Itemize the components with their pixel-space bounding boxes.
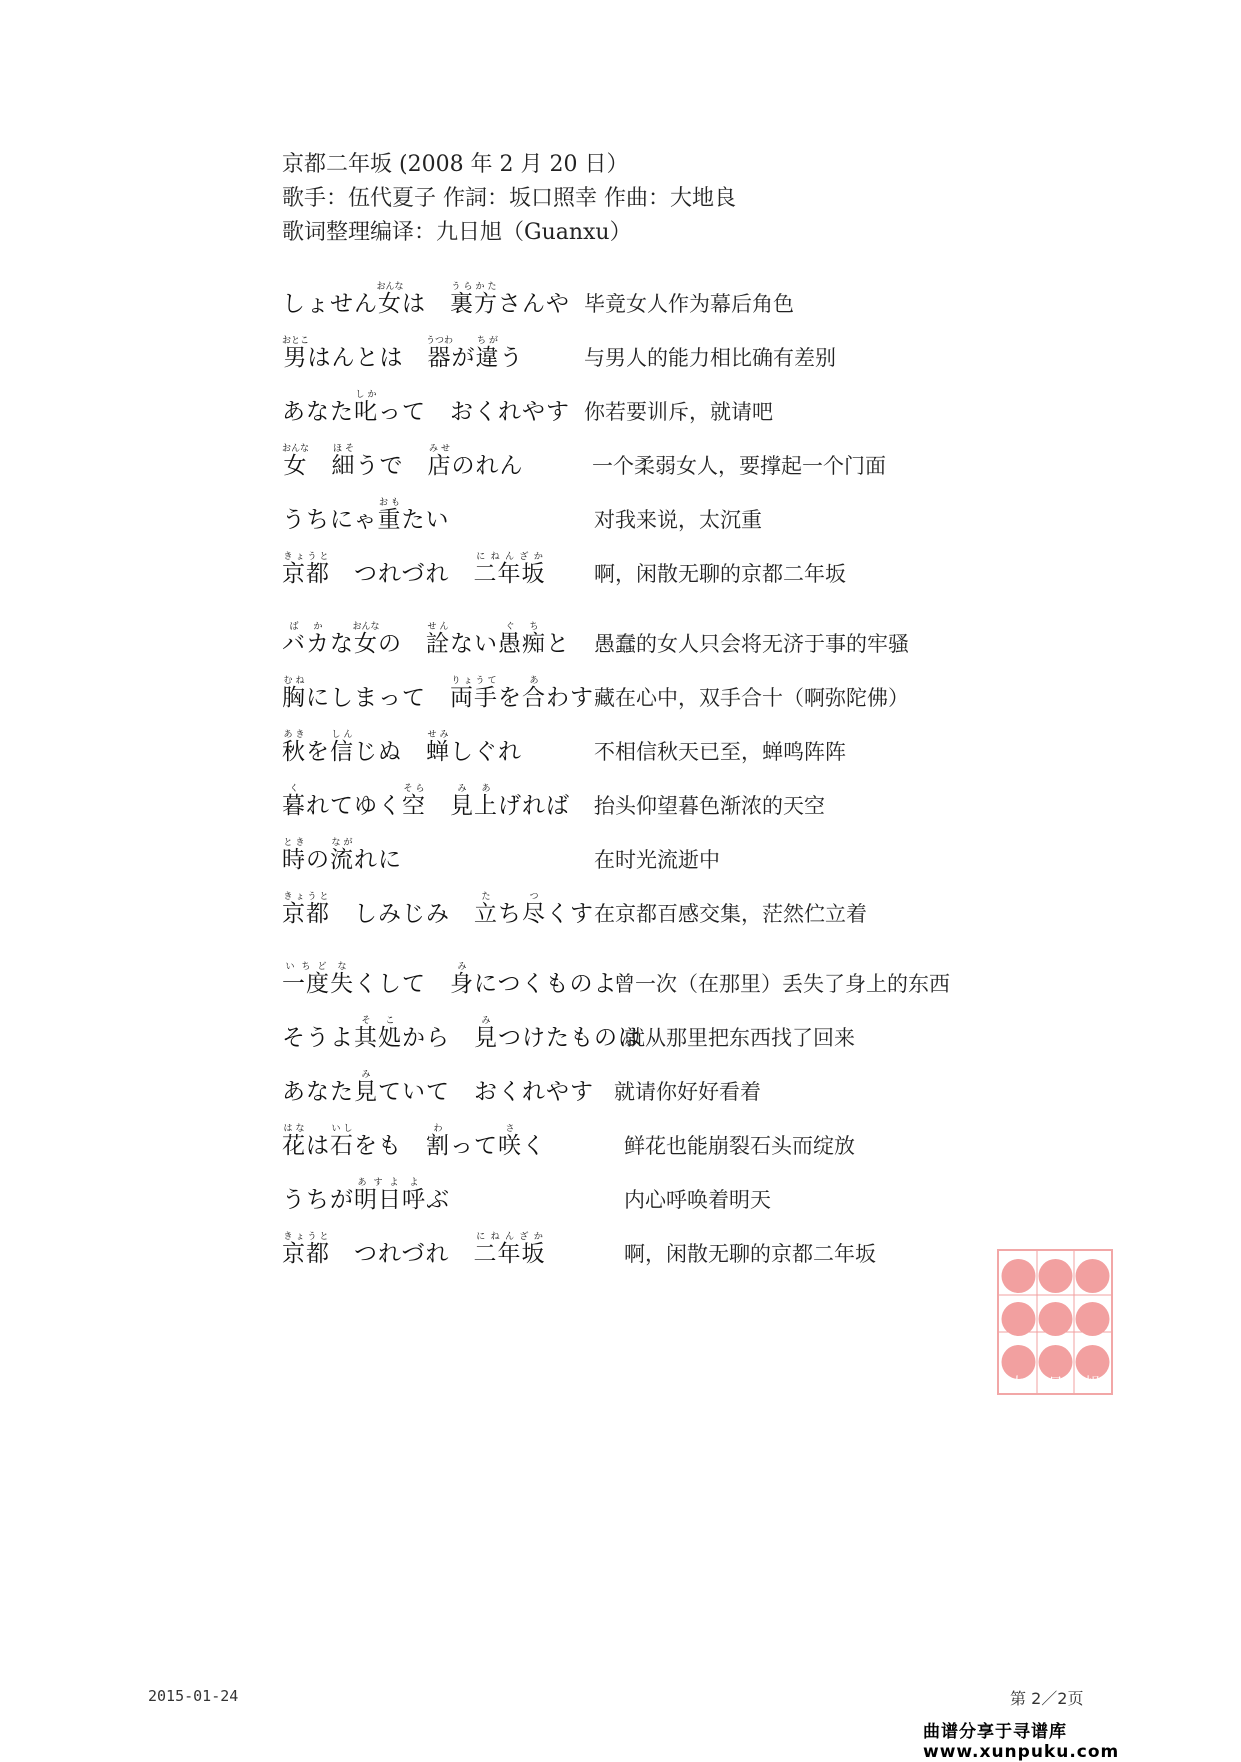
seal-character: 日 [1047, 1374, 1064, 1392]
song-credits: 歌手：伍代夏子 作詞：坂口照幸 作曲：大地良 [282, 186, 736, 211]
furigana-word: 尽つ [522, 892, 546, 927]
lyric-line [282, 668, 1062, 722]
chinese-translation: 内心呼唤着明天 [624, 1188, 771, 1212]
furigana-word: 叱しか [354, 390, 378, 425]
furigana-word: 蝉せみ [426, 730, 450, 765]
lyric-line [282, 1170, 1062, 1224]
lyric-line [282, 1008, 1062, 1062]
seal-stamp [997, 1249, 1113, 1395]
japanese-lyric: バカばかな女おんなの 詮せんない愚痴ぐちと [282, 622, 570, 657]
japanese-lyric: あなた見みていて おくれやす [282, 1070, 594, 1105]
furigana-word: 京都きょうと [282, 892, 330, 927]
furigana-word: 秋あき [282, 730, 306, 765]
furigana-word: 女おんな [376, 282, 404, 317]
furigana-word: 信しん [330, 730, 354, 765]
furigana-word: 咲さ [498, 1124, 522, 1159]
furigana-word: バカばか [282, 622, 330, 657]
furigana-word: 違ちが [475, 336, 500, 371]
japanese-lyric: そうよ其処そこから 見みつけたものは [282, 1016, 642, 1051]
japanese-lyric: 秋あきを信しんじぬ 蝉せみしぐれ [282, 730, 522, 765]
lyric-line [282, 954, 1062, 1008]
chinese-translation: 就从那里把东西找了回来 [624, 1026, 855, 1050]
furigana-word: 明日あすよ [354, 1178, 402, 1213]
furigana-word: 割わ [426, 1124, 450, 1159]
furigana-word: 二年坂にねんざか [473, 552, 546, 587]
japanese-lyric: しょせん女おんなは 裏方うらかたさんや [282, 282, 570, 317]
seal-character: 九 [1010, 1374, 1027, 1392]
japanese-lyric: 一度いちど失なくして 身みにつくものよ [282, 962, 618, 997]
lyric-line [282, 830, 1062, 884]
furigana-word: 裏方うらかた [450, 282, 498, 317]
furigana-word: 京都きょうと [282, 552, 330, 587]
chinese-translation: 藏在心中，双手合十（啊弥陀佛） [594, 686, 909, 710]
chinese-translation: 在时光流逝中 [594, 848, 720, 872]
furigana-word: 胸むね [282, 676, 306, 711]
chinese-translation: 曾一次（在那里）丢失了身上的东西 [614, 972, 950, 996]
furigana-word: 見み [474, 1016, 498, 1051]
lyric-line [282, 274, 1062, 328]
japanese-lyric: 京都きょうと つれづれ 二年坂にねんざか [282, 552, 546, 587]
lyric-line [282, 722, 1062, 776]
lyric-line [282, 1224, 1062, 1278]
chinese-translation: 啊，闲散无聊的京都二年坂 [594, 562, 846, 586]
furigana-word: 愚痴ぐち [498, 622, 546, 657]
stanza-1 [282, 274, 1062, 598]
furigana-word: 立た [474, 892, 498, 927]
furigana-word: 空そら [402, 784, 426, 819]
chinese-translation: 对我来说，太沉重 [594, 508, 762, 532]
furigana-word: 女おんな [352, 622, 380, 657]
japanese-lyric: 時ときの流ながれに [282, 838, 402, 873]
chinese-translation: 啊，闲散无聊的京都二年坂 [624, 1242, 876, 1266]
furigana-word: 一度いちど [282, 962, 330, 997]
stanza-2 [282, 614, 1062, 938]
furigana-word: 其処そこ [354, 1016, 402, 1051]
japanese-lyric: うちにゃ重おもたい [282, 498, 450, 533]
seal-character: 旭 [1084, 1374, 1101, 1392]
japanese-lyric: あなた叱しかって おくれやす [282, 390, 570, 425]
chinese-translation: 你若要训斥，就请吧 [584, 400, 773, 424]
furigana-word: 呼よ [402, 1178, 426, 1213]
seal-circle [1076, 1259, 1110, 1293]
chinese-translation: 抬头仰望暮色渐浓的天空 [594, 794, 825, 818]
seal-circle [1002, 1259, 1036, 1293]
lyric-line [282, 884, 1062, 938]
lyric-line [282, 1116, 1062, 1170]
furigana-word: 詮せん [426, 622, 450, 657]
lyric-line [282, 382, 1062, 436]
furigana-word: 見み [354, 1070, 378, 1105]
furigana-word: 見上みあ [450, 784, 498, 819]
chinese-translation: 毕竟女人作为幕后角色 [584, 292, 794, 316]
furigana-word: 花はな [282, 1124, 306, 1159]
chinese-translation: 不相信秋天已至，蝉鸣阵阵 [594, 740, 846, 764]
furigana-word: 時とき [282, 838, 306, 873]
page-number: 第 2／2页 [1010, 1689, 1084, 1708]
chinese-translation: 在京都百感交集，茫然伫立着 [594, 902, 867, 926]
japanese-lyric: うちが明日あすよ呼よぶ [282, 1178, 450, 1213]
lyric-line [282, 544, 1062, 598]
furigana-word: 重おも [377, 498, 402, 533]
footer-date: 2015-01-24 [148, 1687, 239, 1705]
lyric-line [282, 328, 1062, 382]
japanese-lyric: 花はなは石いしをも 割わって咲さく [282, 1124, 546, 1159]
chinese-translation: 就请你好好看着 [614, 1080, 761, 1104]
lyric-line [282, 614, 1062, 668]
japanese-lyric: 女おんな 細ほそうで 店みせのれん [282, 444, 524, 479]
translator-credit: 歌词整理编译：九日旭（Guanxu） [282, 220, 632, 245]
lyric-line [282, 776, 1062, 830]
furigana-word: 京都きょうと [282, 1232, 330, 1267]
furigana-word: 流なが [330, 838, 354, 873]
japanese-lyric: 胸むねにしまって 両手りょうてを合あわす [282, 676, 594, 711]
furigana-word: 合あ [522, 676, 546, 711]
song-header [282, 148, 736, 250]
furigana-word: 失な [330, 962, 354, 997]
furigana-word: 器うつわ [426, 336, 454, 371]
chinese-translation: 鲜花也能崩裂石头而绽放 [624, 1134, 855, 1158]
chinese-translation: 与男人的能力相比确有差别 [584, 346, 836, 370]
furigana-word: 男おとこ [282, 336, 310, 371]
chinese-translation: 愚蠢的女人只会将无济于事的牢骚 [594, 632, 909, 656]
furigana-word: 身み [450, 962, 474, 997]
seal-circle [1039, 1302, 1073, 1336]
song-title: 京都二年坂 (2008 年 2 月 20 日） [282, 152, 629, 177]
site-watermark: 曲谱分享于寻谱库 www.xunpuku.com [923, 1722, 1120, 1762]
furigana-word: 店みせ [427, 444, 452, 479]
lyric-line [282, 436, 1062, 490]
seal-circle [1076, 1302, 1110, 1336]
japanese-lyric: 京都きょうと しみじみ 立たち尽つくす [282, 892, 594, 927]
furigana-word: 石いし [330, 1124, 354, 1159]
furigana-word: 二年坂にねんざか [473, 1232, 546, 1267]
seal-circle [1039, 1259, 1073, 1293]
furigana-word: 暮く [282, 784, 306, 819]
japanese-lyric: 京都きょうと つれづれ 二年坂にねんざか [282, 1232, 546, 1267]
lyric-line [282, 490, 1062, 544]
furigana-word: 女おんな [282, 444, 310, 479]
lyric-line [282, 1062, 1062, 1116]
seal-circle [1002, 1302, 1036, 1336]
stanza-3 [282, 954, 1062, 1278]
chinese-translation: 一个柔弱女人，要撑起一个门面 [592, 454, 886, 478]
japanese-lyric: 暮くれてゆく空そら 見上みあげれば [282, 784, 570, 819]
furigana-word: 両手りょうて [450, 676, 498, 711]
japanese-lyric: 男おとこはんとは 器うつわが違ちがう [282, 336, 524, 371]
furigana-word: 細ほそ [331, 444, 356, 479]
